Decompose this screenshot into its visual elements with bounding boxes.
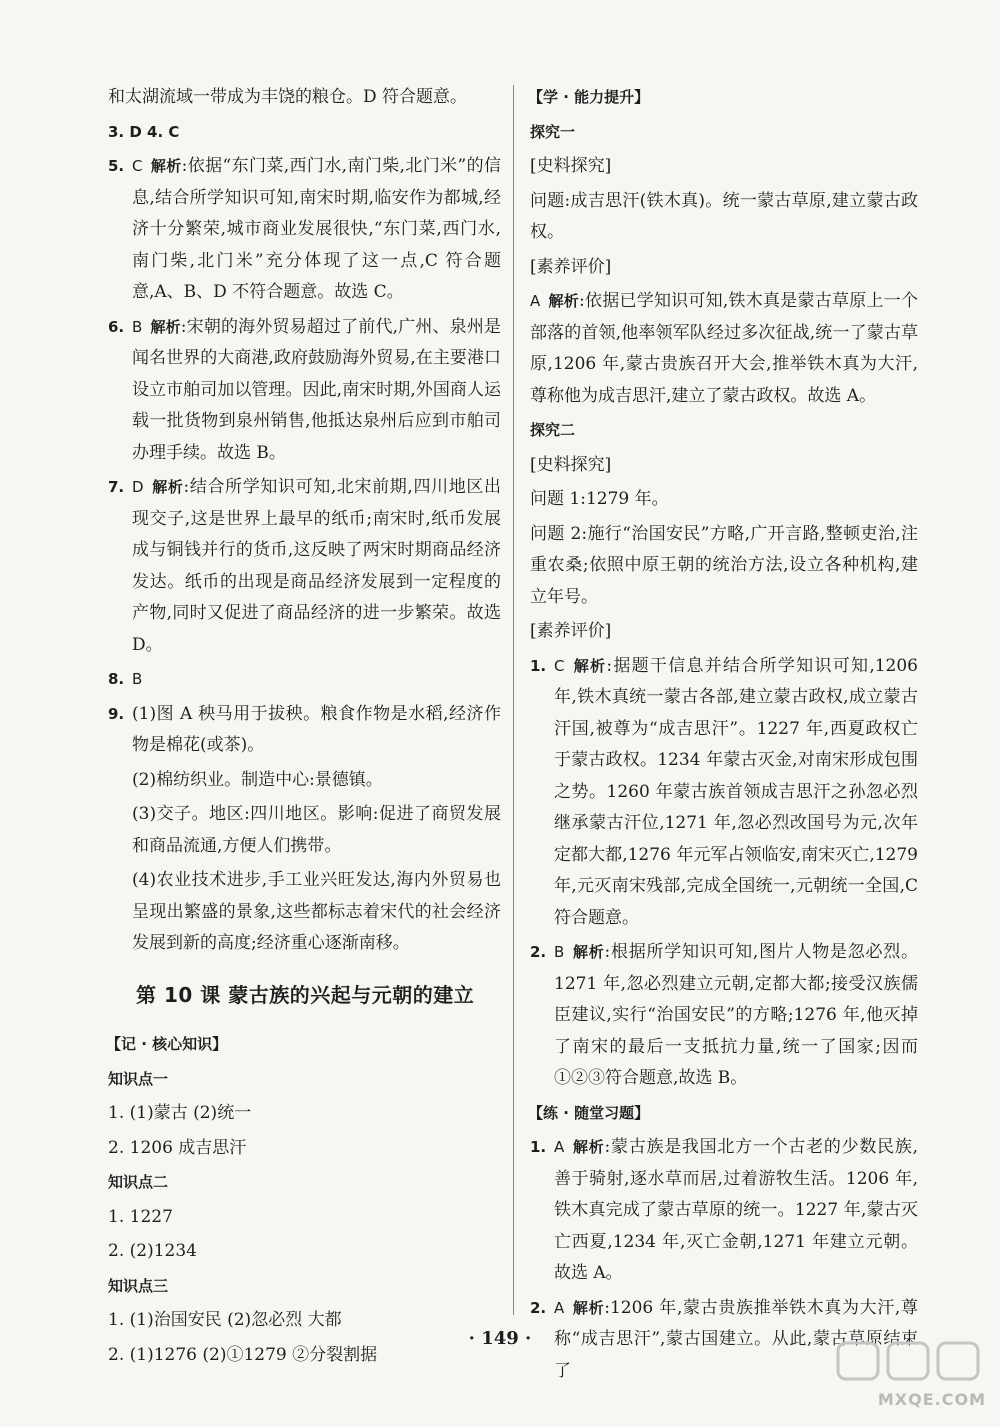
question-number: 8. <box>108 670 125 688</box>
question-number: 2. <box>530 943 547 961</box>
eval-item-1 <box>530 651 918 935</box>
question-8 <box>108 664 501 696</box>
question-9 <box>108 699 501 960</box>
answers-3-4: 3. D 4. C <box>108 122 180 141</box>
question-number: 7. <box>108 478 125 496</box>
question-6 <box>108 312 501 470</box>
analysis-text: :蒙古族是我国北方一个古老的少数民族,善于骑射,逐水草而居,过着游牧生活。1206 年,铁木真完成了蒙古草原的统一。1227 年,蒙古灭亡西夏,1234 年,灭亡金朝,1271 年建立元朝。故选 A。 <box>554 1137 918 1283</box>
q9-part-1: (1)图 A 秧马用于拔秧。粮食作物是水稻,经济作物是棉花(或茶)。 <box>132 703 501 755</box>
answer-letter: B <box>554 943 565 961</box>
kp2-line-2: 2. (2)1234 <box>108 1241 197 1261</box>
question-number: 6. <box>108 317 125 336</box>
knowledge-point-3-heading: 知识点三 <box>108 1276 169 1295</box>
explore-1-answer <box>530 286 918 412</box>
kp3-line-2: 2. (1)1276 (2)①1279 ②分裂割据 <box>108 1344 378 1365</box>
literacy-eval-label: [素养评价] <box>530 621 612 641</box>
analysis-text: :宋朝的海外贸易超过了前代,广州、泉州是闻名世界的大商港,政府鼓励海外贸易,在主要港口设立市舶司加以管理。因此,南宋时期,外国商人运载一批货物到泉州销售,他抵达泉州后应到市舶司办理手续。故选 B。 <box>132 316 501 463</box>
analysis-label: 解析 <box>150 157 182 175</box>
question-5 <box>108 151 501 309</box>
knowledge-point-1-heading: 知识点一 <box>108 1069 169 1088</box>
kp3-line-1: 1. (1)治国安民 (2)忽必烈 大都 <box>108 1310 342 1330</box>
q9-part-3: (3)交子。地区:四川地区。影响:促进了商贸发展和商品流通,方便人们携带。 <box>132 804 501 856</box>
knowledge-point-2-heading: 知识点二 <box>108 1173 169 1191</box>
answer-letter: B <box>132 317 143 336</box>
analysis-text: :结合所学知识可知,北宋前期,四川地区出现交子,这是世界上最早的纸币;南宋时,纸币发展成与铜钱并行的货币,这反映了两宋时期商品经济发达。纸币的出现是商品经济发展到一定程度的产物,同时又促进了商品经济的进一步繁荣。故选 D。 <box>132 477 501 655</box>
answer-letter: A <box>554 1298 565 1317</box>
analysis-label: 解析 <box>572 1298 605 1317</box>
watermark <box>832 1337 992 1409</box>
lesson-title: 第 10 课 蒙古族的兴起与元朝的建立 <box>136 982 475 1007</box>
question-number: 2. <box>530 1298 547 1317</box>
kp1-line-2: 2. 1206 成吉思汗 <box>108 1137 247 1158</box>
analysis-label: 解析 <box>150 317 181 336</box>
analysis-text: :1206 年,蒙古贵族推举铁木真为大汗,尊称“成吉思汗”,蒙古国建立。从此,蒙古草原结束了 <box>554 1297 918 1381</box>
literacy-eval-label: [素养评价] <box>530 256 612 277</box>
answer-letter: B <box>132 670 143 688</box>
analysis-label: 解析 <box>151 478 184 496</box>
analysis-text: :依据已学知识可知,铁木真是蒙古草原上一个部落的首领,他率领军队经过多次征战,统一了蒙古草原,1206 年,蒙古贵族召开大会,推举铁木真为大汗,尊称他为成吉思汗,建立了蒙古政权。故选 A。 <box>530 291 918 406</box>
analysis-text: :依据“东门菜,西门水,南门柴,北门米”的信息,结合所学知识可知,南宋时期,临安作为都城,经济十分繁荣,城市商业发展很快,“东门菜,西门水,南门柴,北门米”充分体现了这一点,C 符合题意,A、B、D 不符合题意。故选 C。 <box>132 156 501 302</box>
kp2-line-1: 1. 1227 <box>108 1206 173 1227</box>
watermark-text: MXQE.COM <box>877 1390 986 1409</box>
analysis-label: 解析 <box>572 656 607 675</box>
ability-heading: 【学 · 能力提升】 <box>528 88 650 106</box>
question-7 <box>108 472 501 661</box>
explore-1-question: 问题:成吉思汗(铁木真)。统一蒙古草原,建立蒙古政权。 <box>530 190 918 242</box>
watermark-logo <box>834 1337 984 1385</box>
answer-letter: C <box>132 157 143 175</box>
question-number: 9. <box>108 704 125 723</box>
question-number: 1. <box>530 1138 547 1156</box>
explore-1-heading: 探究一 <box>530 122 576 141</box>
source-inquiry-label: [史料探究] <box>530 156 612 176</box>
explore-2-question-2: 问题 2:施行“治国安民”方略,广开言路,整顿吏治,注重农桑;依照中原王朝的统治方法,设立各种机构,建立年号。 <box>530 523 918 607</box>
analysis-label: 解析 <box>572 1138 605 1156</box>
kp1-line-1: 1. (1)蒙古 (2)统一 <box>108 1103 252 1123</box>
answer-letter: C <box>554 656 565 675</box>
q9-part-4: (4)农业技术进步,手工业兴旺发达,海内外贸易也呈现出繁盛的景象,这些都标志着宋代的社会经济发展到新的高度;经济重心逐渐南移。 <box>132 870 501 953</box>
page-number: · 149 · <box>468 1328 532 1349</box>
answer-letter: D <box>132 478 144 496</box>
question-number: 5. <box>108 157 125 175</box>
explore-2-heading: 探究二 <box>530 421 576 439</box>
analysis-text: :据题干信息并结合所学知识可知,1206 年,铁木真统一蒙古各部,建立蒙古政权,成立蒙古汗国,被尊为“成吉思汗”。1227 年,西夏政权亡于蒙古政权。1234 年蒙古灭金,对南宋形成包围之势。1260 年蒙古族首领成吉思汗之孙忽必烈继承蒙古汗位,1271 年,忽必烈改国号为元,次年定都大都,1276 年元军占领临安,南宋灭亡,1279 年,元灭南宋残部,完成全国统一,元朝统一全国,C 符合题意。 <box>554 655 918 928</box>
core-knowledge-heading: 【记 · 核心知识】 <box>106 1035 228 1053</box>
source-inquiry-label: [史料探究] <box>530 454 612 475</box>
eval-item-2 <box>530 937 918 1095</box>
left-column <box>108 82 501 1374</box>
q9-part-2: (2)棉纺织业。制造中心:景德镇。 <box>132 769 383 790</box>
practice-item-1 <box>530 1132 918 1290</box>
column-divider <box>513 85 514 1315</box>
answer-letter: A <box>530 292 541 310</box>
continued-text: 和太湖流域一带成为丰饶的粮仓。D 符合题意。 <box>108 87 468 107</box>
question-number: 1. <box>530 656 547 675</box>
explore-2-question-1: 问题 1:1279 年。 <box>530 489 669 509</box>
analysis-text: :根据所学知识可知,图片人物是忽必烈。1271 年,忽必烈建立元朝,定都大都;接受汉族儒臣建议,实行“治国安民”的方略;1276 年,他灭掉了南宋的最后一支抵抗力量,统一了国家;因而①②③符合题意,故选 B。 <box>554 942 918 1088</box>
answer-letter: A <box>554 1138 565 1156</box>
analysis-label: 解析 <box>548 292 579 310</box>
analysis-label: 解析 <box>572 943 605 961</box>
practice-heading: 【练 · 随堂习题】 <box>528 1103 650 1122</box>
right-column <box>530 82 918 1390</box>
